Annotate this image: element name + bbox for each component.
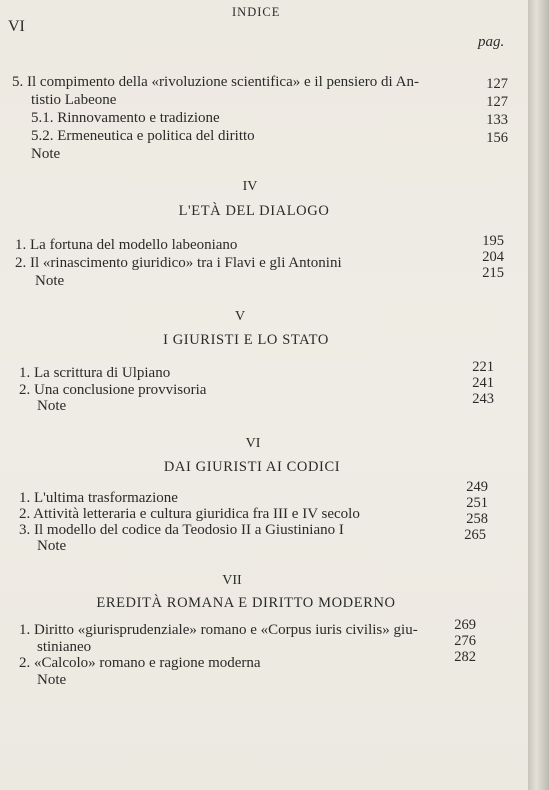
toc-page-number: 265 [464,527,486,543]
page-edge [528,0,549,790]
chapter-numeral: VII [222,573,242,588]
toc-page-number: 215 [482,265,504,281]
toc-page-number: 258 [466,511,488,527]
toc-entry: 2. Una conclusione provvisoria [19,382,207,398]
page-folio: VI [8,18,25,35]
toc-page-number: 282 [454,649,476,665]
toc-page-number: 133 [486,112,508,128]
chapter-title: DAI GIURISTI AI CODICI [163,459,341,475]
toc-page-number: 276 [454,633,476,649]
toc-entry: 2. Il «rinascimento giuridico» tra i Flavi e gli Antonini [15,255,342,271]
toc-page-number: 195 [482,233,504,249]
chapter-numeral: V [234,309,246,324]
toc-page-number: 156 [486,130,508,146]
toc-page-number: 243 [472,391,494,407]
toc-page-number: 251 [466,495,488,511]
chapter-numeral: VI [245,436,261,451]
toc-entry: 2. Attività letteraria e cultura giuridica fra III e IV secolo [19,506,360,522]
toc-entry: 5.1. Rinnovamento e tradizione [31,110,220,126]
toc-entry: Note [37,672,67,688]
toc-page-number: 127 [486,94,508,110]
toc-entry: Note [35,273,65,289]
toc-entry: 1. La fortuna del modello labeoniano [15,237,238,253]
chapter-title: EREDITÀ ROMANA E DIRITTO MODERNO [96,595,396,611]
toc-entry: tistio Labeone [31,92,117,108]
toc-entry: 1. L'ultima trasformazione [19,490,178,506]
toc-page-number: 269 [454,617,476,633]
pag-label: pag. [478,34,505,50]
toc-page-number: 249 [466,479,488,495]
toc-entry: 3. Il modello del codice da Teodosio II a Giustiniano I [19,522,344,538]
toc-entry: 1. La scrittura di Ulpiano [19,365,171,381]
chapter-title: L'ETÀ DEL DIALOGO [178,203,330,219]
toc-entry: 1. Diritto «giurisprudenziale» romano e «Corpus iuris civilis» giu- [19,622,418,638]
toc-entry: Note [37,538,67,554]
toc-entry: Note [31,146,61,162]
toc-entry: Note [37,398,67,414]
chapter-title: I GIURISTI E LO STATO [163,332,329,348]
toc-entry: 5. Il compimento della «rivoluzione scientifica» e il pensiero di An- [12,74,419,90]
toc-page-number: 221 [472,359,494,375]
chapter-numeral: IV [242,179,258,194]
running-title: INDICE [232,5,281,19]
toc-entry: 2. «Calcolo» romano e ragione moderna [19,655,261,671]
toc-page-number: 241 [472,375,494,391]
toc-page-number: 204 [482,249,504,265]
toc-entry: stinianeo [37,639,92,655]
toc-page-number: 127 [486,76,508,92]
toc-entry: 5.2. Ermeneutica e politica del diritto [31,128,255,144]
